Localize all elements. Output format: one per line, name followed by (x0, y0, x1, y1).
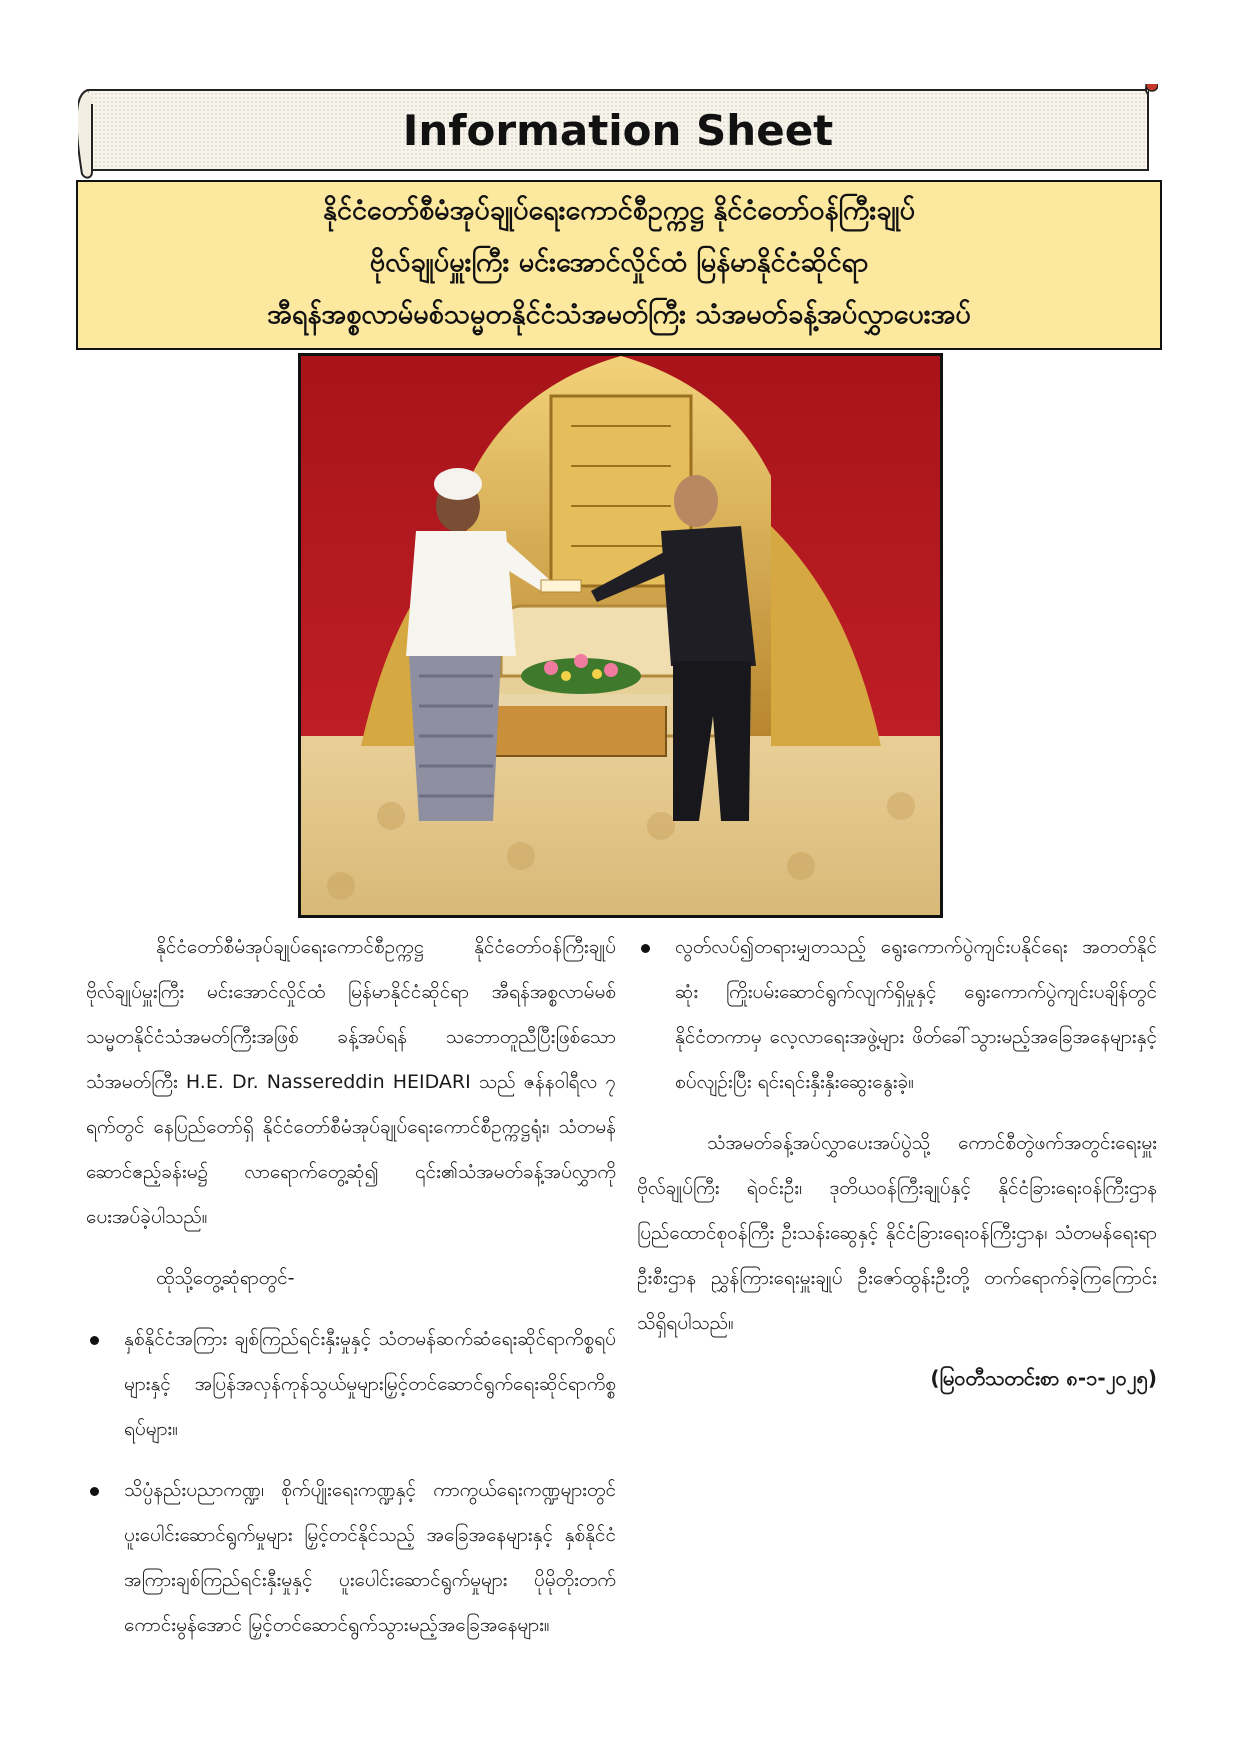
headline-line: ဗိုလ်ချုပ်မှူးကြီး မင်းအောင်လှိုင်ထံ မြန်မာနိုင်ငံဆိုင်ရာ (369, 247, 869, 278)
discussion-list (86, 1317, 616, 1648)
headline-line: အီရန်အစ္စလာမ်မစ်သမ္မတနိုင်ငံသံအမတ်ကြီး သံအမတ်ခန့်အပ်လွှာပေးအပ် (267, 299, 971, 330)
bullet-icon (641, 944, 650, 953)
source-citation: (မြဝတီသတင်းစာ ၈-၁-၂၀၂၅) (930, 1366, 1157, 1390)
list-item (86, 1317, 616, 1452)
body-left-column (86, 925, 616, 1648)
ceremony-photo (298, 353, 943, 918)
intro-paragraph: နိုင်ငံတော်စီမံအုပ်ချုပ်ရေးကောင်စီဥက္ကဋ္ဌ နိုင်ငံတော်ဝန်ကြီးချုပ် ဗိုလ်ချုပ်မှူးကြီး မင်းအောင်လှိုင်ထံ မြန်မာနိုင်ငံဆိုင်ရာ အီရန်အစ္စလာမ်မစ်သမ္မတနိုင်ငံသံအမတ်ကြီးအဖြစ် ခန့်အပ်ရန် သဘောတူညီပြီးဖြစ်သော သံအမတ်ကြီး H.E. Dr. Nassereddin HEIDARI သည် ဇန်နဝါရီလ ၇ ရက်တွင် နေပြည်တော်ရှိ နိုင်ငံတော်စီမံအုပ်ချုပ်ရေးကောင်စီဥက္ကဋ္ဌရုံး၊ သံတမန်ဆောင်ဧည့်ခန်းမ၌ လာရောက်တွေ့ဆုံ၍ ၎င်း၏သံအမတ်ခန့်အပ်လွှာကို ပေးအပ်ခဲ့ပါသည်။ (86, 936, 616, 1228)
title-banner (78, 84, 1158, 180)
closing-paragraph: သံအမတ်ခန့်အပ်လွှာပေးအပ်ပွဲသို့ ကောင်စီတွဲဖက်အတွင်းရေးမှူး ဗိုလ်ချုပ်ကြီး ရဲဝင်းဦး၊ ဒုတိယဝန်ကြီးချုပ်နှင့် နိုင်ငံခြားရေးဝန်ကြီးဌာန ပြည်ထောင်စုဝန်ကြီး ဦးသန်းဆွေနှင့် နိုင်ငံခြားရေးဝန်ကြီးဌာန၊ သံတမန်ရေးရာဦးစီးဌာန ညွှန်ကြားရေးမှူးချုပ် ဦးဇော်ထွန်းဦးတို့ တက်ရောက်ခဲ့ကြကြောင်း သိရှိရပါသည်။ (637, 1132, 1157, 1334)
body-right-column (637, 925, 1157, 1401)
headline-line: နိုင်ငံတော်စီမံအုပ်ချုပ်ရေးကောင်စီဥက္ကဋ္ဌ နိုင်ငံတော်ဝန်ကြီးချုပ် (323, 195, 915, 226)
headline-box (76, 180, 1162, 350)
page-title: Information Sheet (402, 106, 834, 155)
list-item (86, 1468, 616, 1648)
bullet-icon (90, 1336, 99, 1345)
list-item-text: သိပ္ပံနည်းပညာကဏ္ဍ၊ စိုက်ပျိုးရေးကဏ္ဍနှင့် ကာကွယ်ရေးကဏ္ဍများတွင် ပူးပေါင်းဆောင်ရွက်မှုများ မြှင့်တင်နိုင်သည့် အခြေအနေများနှင့် နှစ်နိုင်ငံအကြားချစ်ကြည်ရင်းနှီးမှုနှင့် ပူးပေါင်းဆောင်ရွက်မှုများ ပိုမိုတိုးတက်ကောင်းမွန်အောင် မြှင့်တင်ဆောင်ရွက်သွားမည့်အခြေအနေများ။ (124, 1479, 616, 1636)
list-item-text: လွတ်လပ်၍တရားမျှတသည့် ရွေးကောက်ပွဲကျင်းပနိုင်ရေး အတတ်နိုင်ဆုံး ကြိုးပမ်းဆောင်ရွက်လျက်ရှိမှုနှင့် ရွေးကောက်ပွဲကျင်းပချိန်တွင် နိုင်ငံတကာမှ လေ့လာရေးအဖွဲ့များ ဖိတ်ခေါ်သွားမည့်အခြေအနေများနှင့်စပ်လျဉ်းပြီး ရင်းရင်းနှီးနှီးဆွေးနွေးခဲ့။ (675, 936, 1157, 1093)
bullet-icon (90, 1487, 99, 1496)
list-item-text: နှစ်နိုင်ငံအကြား ချစ်ကြည်ရင်းနှီးမှုနှင့် သံတမန်ဆက်ဆံရေးဆိုင်ရာကိစ္စရပ်များနှင့် အပြန်အလှန်ကုန်သွယ်မှုများမြှင့်တင်ဆောင်ရွက်ရေးဆိုင်ရာကိစ္စရပ်များ။ (124, 1328, 616, 1440)
meeting-lead: ထိုသို့တွေ့ဆုံရာတွင်- (156, 1267, 295, 1289)
list-item (637, 925, 1157, 1105)
discussion-list-continued (637, 925, 1157, 1105)
